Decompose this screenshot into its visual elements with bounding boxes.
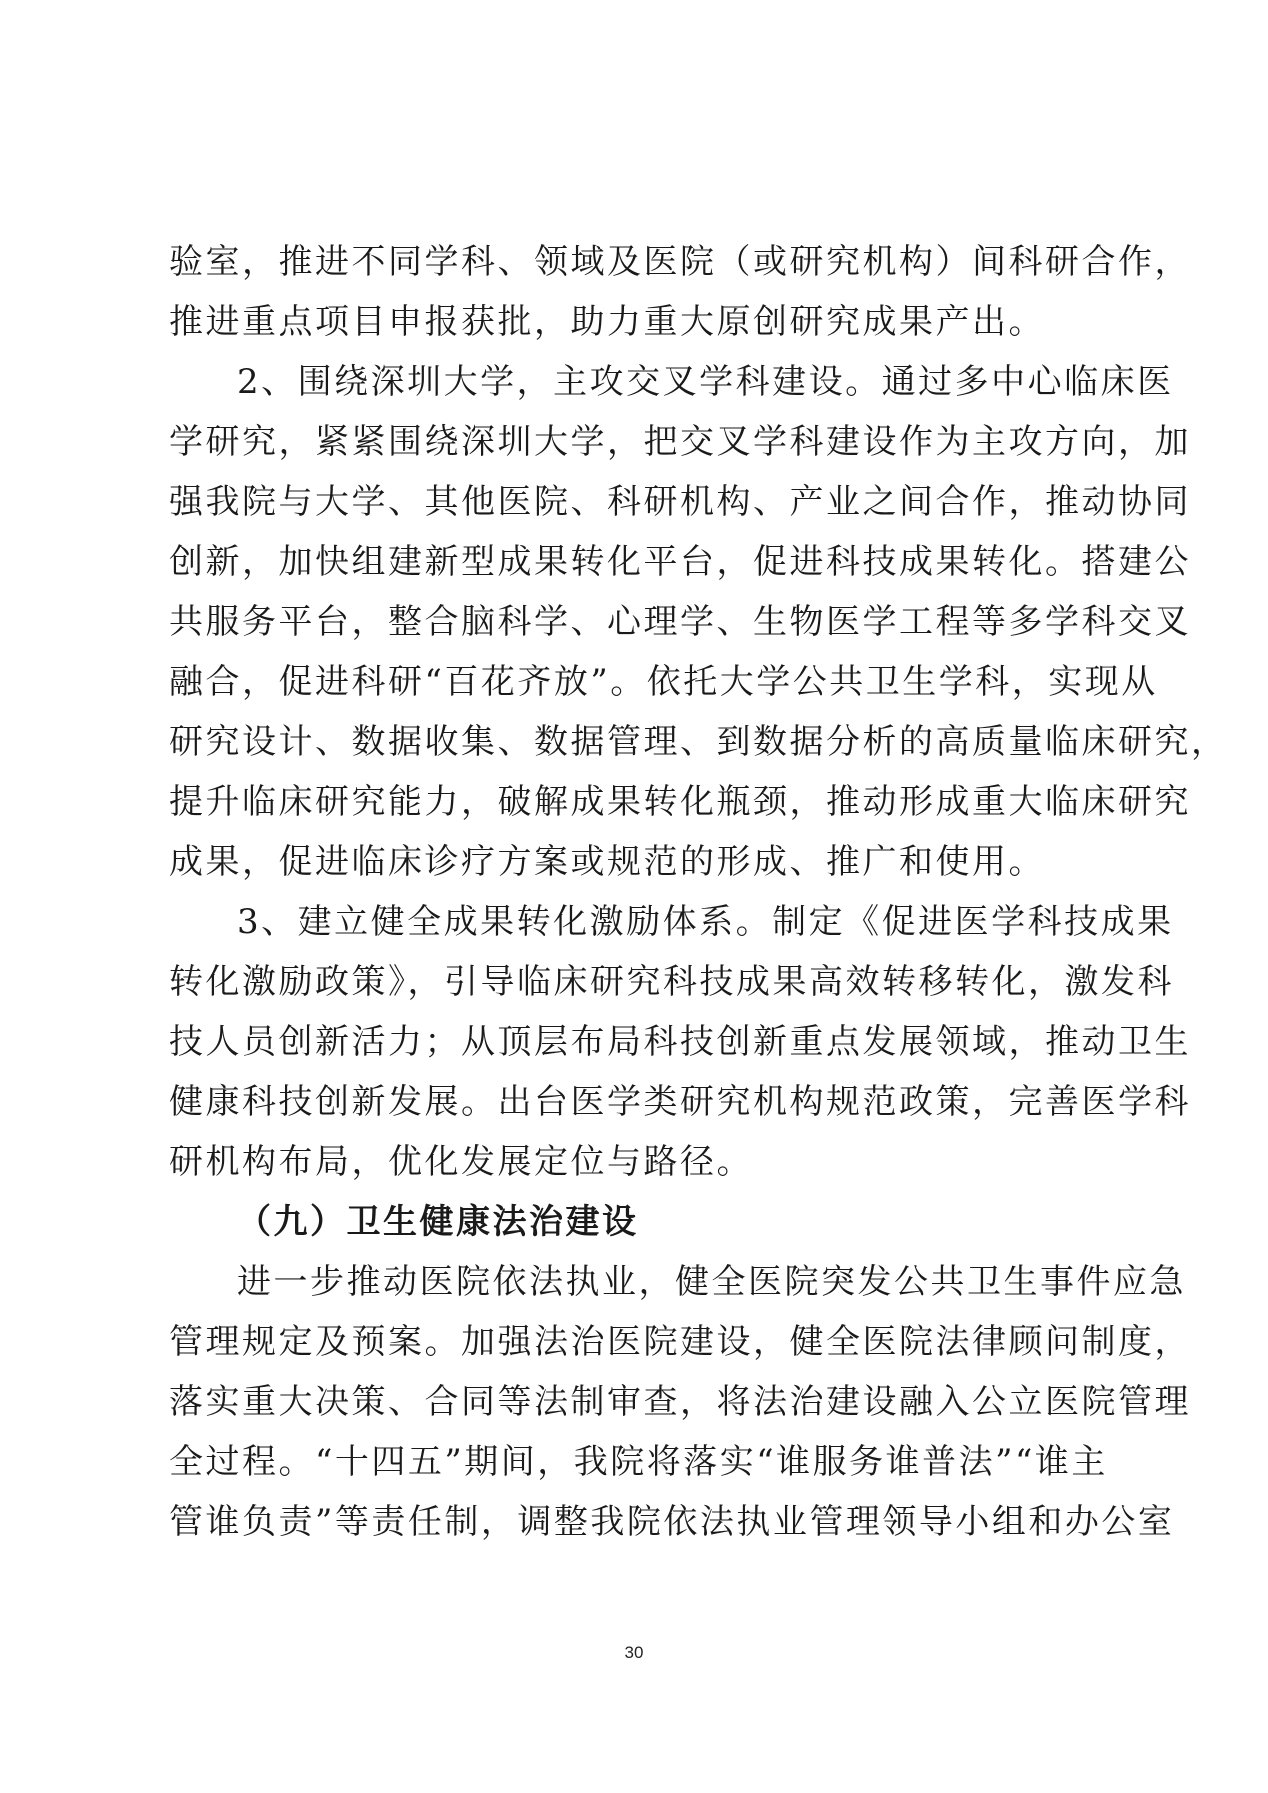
paragraph-rule-of-law xyxy=(169,1252,1191,1552)
text-line: 研机构布局，优化发展定位与路径。 xyxy=(169,1142,753,1182)
text-line: 验室，推进不同学科、领域及医院（或研究机构）间科研合作， xyxy=(169,242,1191,282)
text-line: 2、围绕深圳大学，主攻交叉学科建设。通过多中心临床医 xyxy=(237,362,1174,402)
text-line: 提升临床研究能力，破解成果转化瓶颈，推动形成重大临床研究 xyxy=(169,782,1191,822)
text-line: 创新，加快组建新型成果转化平台，促进科技成果转化。搭建公 xyxy=(169,542,1191,582)
text-line: 3、建立健全成果转化激励体系。制定《促进医学科技成果 xyxy=(237,902,1174,942)
section-heading: （九）卫生健康法治建设 xyxy=(237,1202,639,1242)
text-line: 推进重点项目申报获批，助力重大原创研究成果产出。 xyxy=(169,302,1045,342)
text-line: 学研究，紧紧围绕深圳大学，把交叉学科建设作为主攻方向，加 xyxy=(169,422,1191,462)
text-line: 转化激励政策》，引导临床研究科技成果高效转移转化，激发科 xyxy=(169,962,1174,1002)
text-line: 全过程。“十四五”期间，我院将落实“谁服务谁普法”“谁主 xyxy=(169,1442,1108,1482)
text-line: 进一步推动医院依法执业，健全医院突发公共卫生事件应急 xyxy=(237,1262,1186,1302)
page-number: 30 xyxy=(624,1643,644,1662)
text-line: 融合，促进科研“百花齐放”。依托大学公共卫生学科，实现从 xyxy=(169,662,1158,702)
paragraph-interdisciplinary xyxy=(169,352,1228,892)
text-line: 技人员创新活力；从顶层布局科技创新重点发展领域，推动卫生 xyxy=(169,1022,1191,1062)
document-body xyxy=(169,232,1228,1552)
text-line: 共服务平台，整合脑科学、心理学、生物医学工程等多学科交叉 xyxy=(169,602,1191,642)
text-line: 管谁负责”等责任制，调整我院依法执业管理领导小组和办公室 xyxy=(169,1502,1175,1542)
text-line: 管理规定及预案。加强法治医院建设，健全医院法律顾问制度， xyxy=(169,1322,1191,1362)
text-line: 研究设计、数据收集、数据管理、到数据分析的高质量临床研究， xyxy=(169,722,1228,762)
paragraph-continued xyxy=(169,232,1191,352)
text-line: 落实重大决策、合同等法制审查，将法治建设融入公立医院管理 xyxy=(169,1382,1191,1422)
text-line: 健康科技创新发展。出台医学类研究机构规范政策，完善医学科 xyxy=(169,1082,1191,1122)
text-line: 成果，促进临床诊疗方案或规范的形成、推广和使用。 xyxy=(169,842,1045,882)
text-line: 强我院与大学、其他医院、科研机构、产业之间合作，推动协同 xyxy=(169,482,1191,522)
paragraph-incentive-system xyxy=(169,892,1191,1192)
